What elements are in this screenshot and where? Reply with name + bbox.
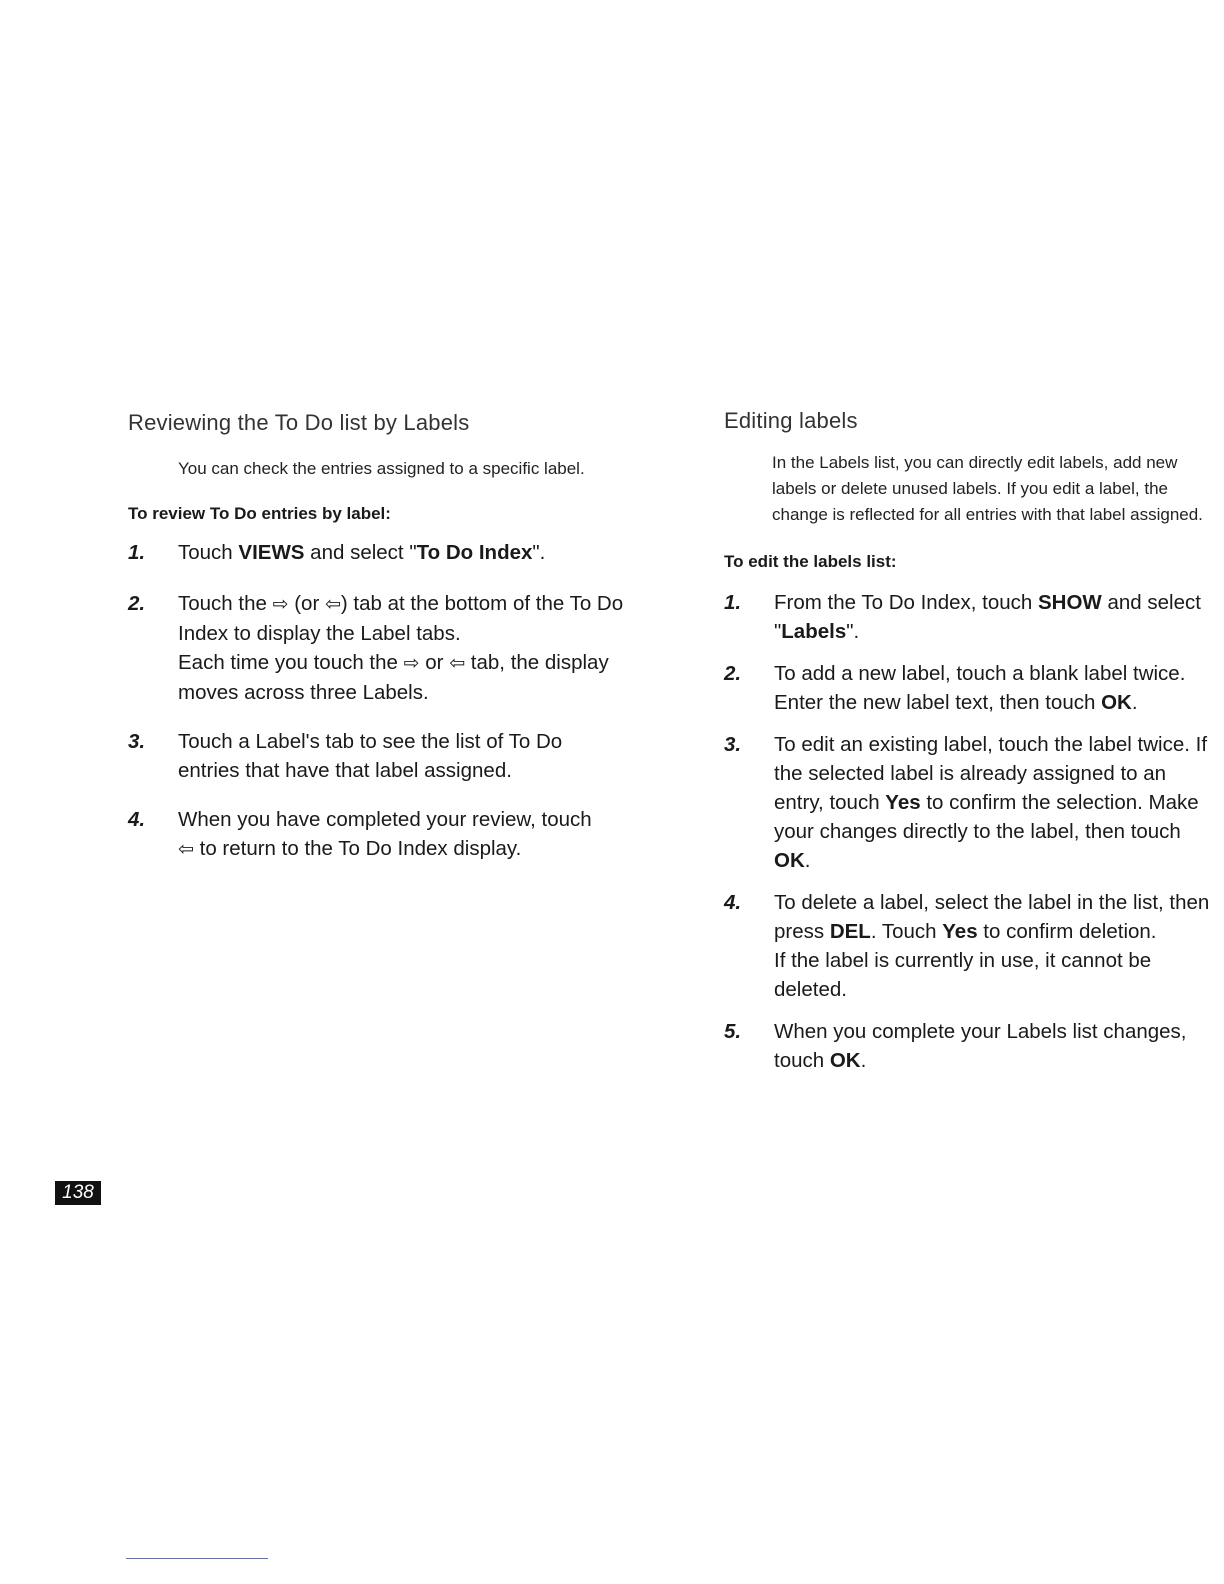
- step-number: 3.: [724, 733, 742, 756]
- step-item: 2. Touch the ⇨ (or ⇦) tab at the bottom of the To Do Index to display the Label tabs. Each time you touch the ⇨ or ⇦ tab, the display moves across three Labels.: [128, 589, 628, 707]
- step-item: 3. To edit an existing label, touch the label twice. If the selected label is already assigned to an entry, touch Yes to confirm the selection. Make your changes directly to the label, then touch OK.: [724, 730, 1214, 875]
- ok-key-label: OK: [774, 849, 805, 872]
- intro-paragraph: In the Labels list, you can directly edit labels, add new labels or delete unused labels. If you edit a label, the change is reflected for all entries with that label assigned.: [772, 453, 1203, 524]
- procedure-subheading: To review To Do entries by label:: [128, 504, 391, 523]
- page-number-badge: 138: [55, 1181, 101, 1205]
- intro-paragraph: You can check the entries assigned to a specific label.: [178, 459, 585, 478]
- section-heading-editing: Editing labels: [724, 408, 858, 433]
- right-arrow-icon: ⇨: [403, 653, 420, 674]
- yes-key-label: Yes: [885, 791, 921, 814]
- views-key-label: VIEWS: [238, 541, 305, 564]
- labels-label: Labels: [781, 620, 847, 643]
- procedure-subheading: To edit the labels list:: [724, 552, 897, 571]
- step-item: 1. Touch VIEWS and select "To Do Index".: [128, 538, 628, 567]
- del-key-label: DEL: [829, 920, 871, 943]
- right-arrow-icon: ⇨: [272, 594, 289, 615]
- section-heading-reviewing: Reviewing the To Do list by Labels: [128, 410, 470, 435]
- step-item: 5. When you complete your Labels list changes, touch OK.: [724, 1017, 1214, 1075]
- footer-divider: [126, 1558, 268, 1559]
- step-item: 1. From the To Do Index, touch SHOW and select "Labels".: [724, 588, 1214, 646]
- left-arrow-icon: ⇦: [178, 839, 194, 860]
- steps-list: [128, 538, 628, 864]
- left-arrow-icon: ⇦: [324, 594, 341, 615]
- yes-key-label: Yes: [942, 920, 978, 943]
- step-item: 3. Touch a Label's tab to see the list of To Do entries that have that label assigned.: [128, 727, 628, 785]
- step-number: 2.: [128, 592, 146, 615]
- step-number: 5.: [724, 1020, 742, 1043]
- left-column: [128, 410, 628, 884]
- ok-key-label: OK: [829, 1049, 861, 1072]
- step-item: 4. When you have completed your review, touch ⇦ to return to the To Do Index display.: [128, 805, 628, 864]
- todo-index-label: To Do Index: [416, 541, 533, 564]
- step-number: 2.: [724, 662, 742, 685]
- step-number: 1.: [128, 541, 146, 564]
- step-number: 3.: [128, 730, 146, 753]
- show-key-label: SHOW: [1037, 591, 1102, 614]
- left-arrow-icon: ⇦: [449, 653, 466, 674]
- step-number: 4.: [724, 891, 742, 914]
- step-item: 4. To delete a label, select the label in the list, then press DEL. Touch Yes to confirm deletion. If the label is currently in use, it cannot be deleted.: [724, 888, 1214, 1004]
- right-column: [724, 408, 1214, 1088]
- ok-key-label: OK: [1101, 691, 1132, 714]
- step-item: 2. To add a new label, touch a blank label twice. Enter the new label text, then touch OK.: [724, 659, 1214, 717]
- step-number: 4.: [128, 808, 146, 831]
- step-number: 1.: [724, 591, 742, 614]
- steps-list: [724, 588, 1214, 1075]
